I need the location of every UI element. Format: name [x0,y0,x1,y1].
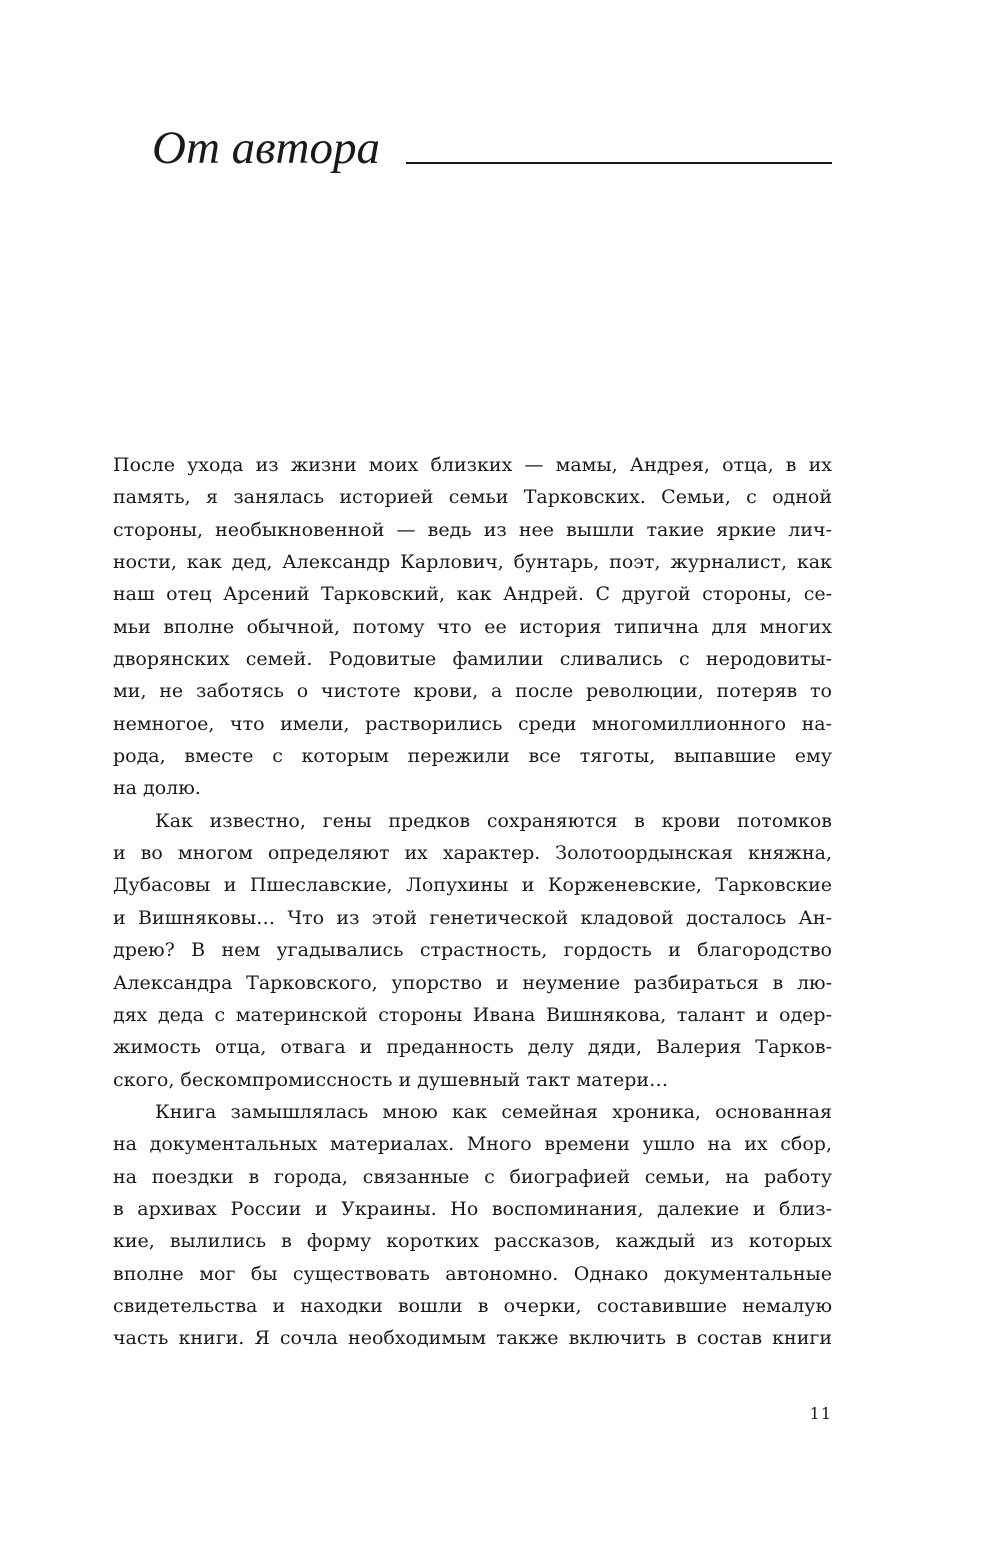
text-line: После ухода из жизни моих близких — мамы, Андрея, отца, в их [113,454,832,476]
text-line: свидетельства и находки вошли в очерки, составившие немалую [113,1294,832,1317]
text-line: на долю. [113,777,201,800]
text-line: дях деда с материнской стороны Ивана Вишнякова, талант и одер- [113,1003,832,1026]
text-line: рода, вместе с которым пережили все тяготы, выпавшие ему [113,745,832,768]
text-line: ности, как дед, Александр Карлович, бунтарь, поэт, журналист, как [113,551,832,574]
text-line: кие, вылились в форму коротких рассказов, каждый из которых [113,1230,832,1253]
text-line: ми, не заботясь о чистоте крови, а после революции, потеряв то [113,680,832,703]
text-line: и Вишняковы… Что из этой генетической кладовой досталось Ан- [113,906,832,929]
text-line: и во многом определяют их характер. Золотоордынская княжна, [113,842,832,865]
text-line: стороны, необыкновенной — ведь из нее вышли такие яркие лич- [113,518,832,541]
text-line: жимость отца, отвага и преданность делу дяди, Валерия Тарков- [113,1036,832,1059]
text-line: Александра Тарковского, упорство и неумение разбираться в лю- [113,971,832,994]
chapter-title: От автора [152,122,380,174]
text-line: память, я занялась историей семьи Тарковских. Семьи, с одной [113,486,832,509]
text-line: наш отец Арсений Тарковский, как Андрей. С другой стороны, се- [113,583,832,606]
text-line: на поездки в города, связанные с биографией семьи, на работу [113,1165,832,1188]
text-line: вполне мог бы существовать автономно. Однако документальные [113,1262,832,1285]
text-line: немногое, что имели, растворились среди многомиллионного на- [113,712,832,735]
text-line: Как известно, гены предков сохраняются в крови потомков [155,809,832,832]
text-line: ского, бескомпромиссность и душевный такт матери… [113,1068,669,1091]
body-text [113,449,832,1355]
text-line: в архивах России и Украины. Но воспоминания, далекие и близ- [113,1197,832,1220]
title-rule [406,162,832,164]
text-line: дрею? В нем угадывались страстность, гордость и благородство [113,939,832,962]
text-line: дворянских семей. Родовитые фамилии сливались с неродовиты- [113,648,832,671]
text-line: мьи вполне обычной, потому что ее история типична для многих [113,615,832,638]
text-line: Книга замышлялась мною как семейная хроника, основанная [155,1100,832,1123]
page-number: 11 [809,1404,832,1423]
text-line: на документальных материалах. Много времени ушло на их сбор, [113,1133,832,1156]
text-line: Дубасовы и Пшеславские, Лопухины и Корженевские, Тарковские [113,874,832,897]
text-line: часть книги. Я сочла необходимым также включить в состав книги [113,1327,832,1350]
